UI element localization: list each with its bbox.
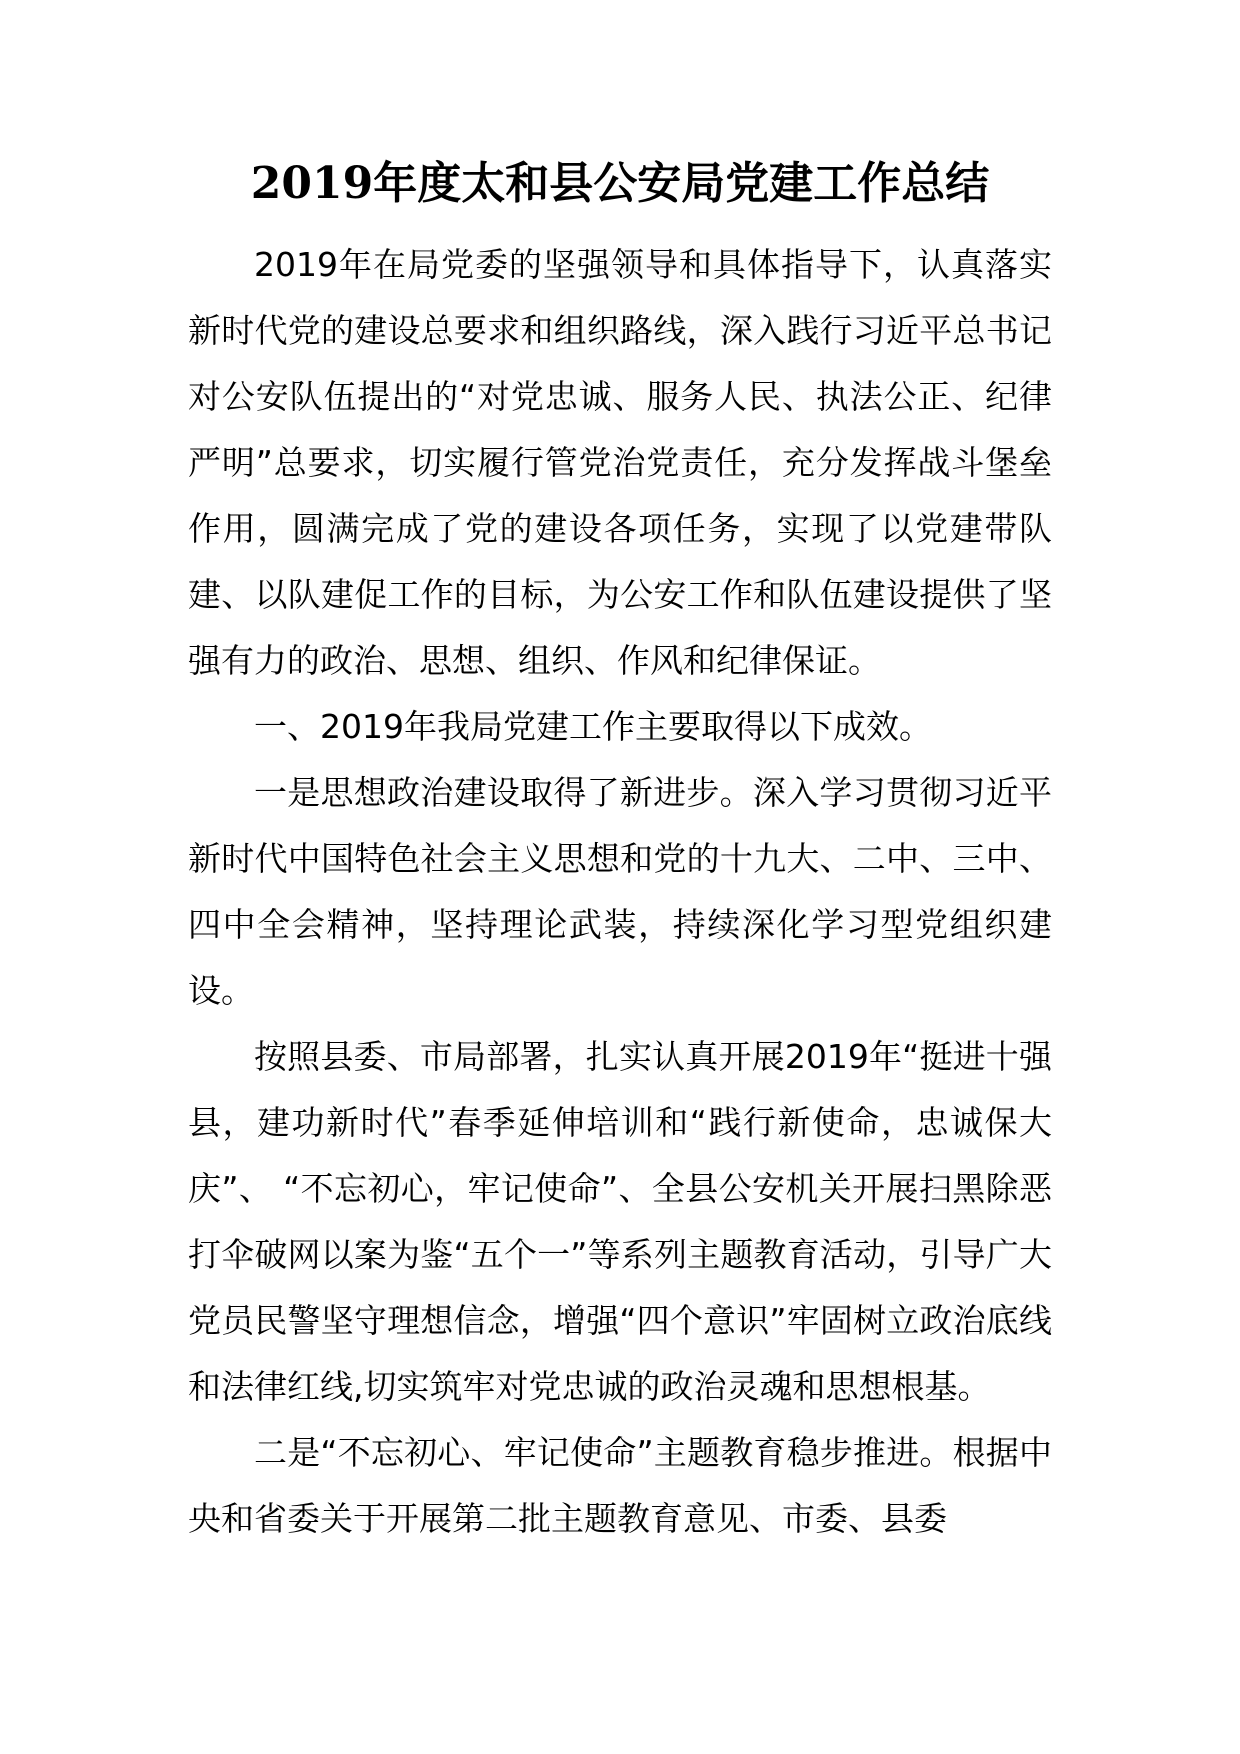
paragraph-education-activities: 按照县委、市局部署，扎实认真开展2019年“挺进十强县，建功新时代”春季延伸培训和“践行新使命，忠诚保大庆”、 “不忘初心，牢记使命”、全县公安机关开展扫黑除恶打伞破网以案为鉴“五个一”等系列主题教育活动，引导广大党员民警坚守理想信念，增强“四个意识”牢固树立政治底线和法律红线,切实筑牢对党忠诚的政治灵魂和思想根基。 <box>188 1037 1052 1406</box>
paragraph-intro: 2019年在局党委的坚强领导和具体指导下，认真落实新时代党的建设总要求和组织路线，深入践行习近平总书记对公安队伍提出的“对党忠诚、服务人民、执法公正、纪律严明”总要求，切实履行管党治党责任，充分发挥战斗堡垒作用，圆满完成了党的建设各项任务，实现了以党建带队建、以队建促工作的目标，为公安工作和队伍建设提供了坚强有力的政治、思想、组织、作风和纪律保证。 <box>188 245 1052 680</box>
paragraph-ideological-building: 一是思想政治建设取得了新进步。深入学习贯彻习近平新时代中国特色社会主义思想和党的十九大、二中、三中、四中全会精神，坚持理论武装，持续深化学习型党组织建设。 <box>188 773 1052 1010</box>
document-title: 2019年度太和县公安局党建工作总结 <box>250 158 990 209</box>
document-body <box>188 232 1052 1552</box>
section-heading-achievements: 一、2019年我局党建工作主要取得以下成效。 <box>254 707 932 746</box>
paragraph-theme-education: 二是“不忘初心、牢记使命”主题教育稳步推进。根据中央和省委关于开展第二批主题教育意见、市委、县委 <box>188 1433 1052 1538</box>
